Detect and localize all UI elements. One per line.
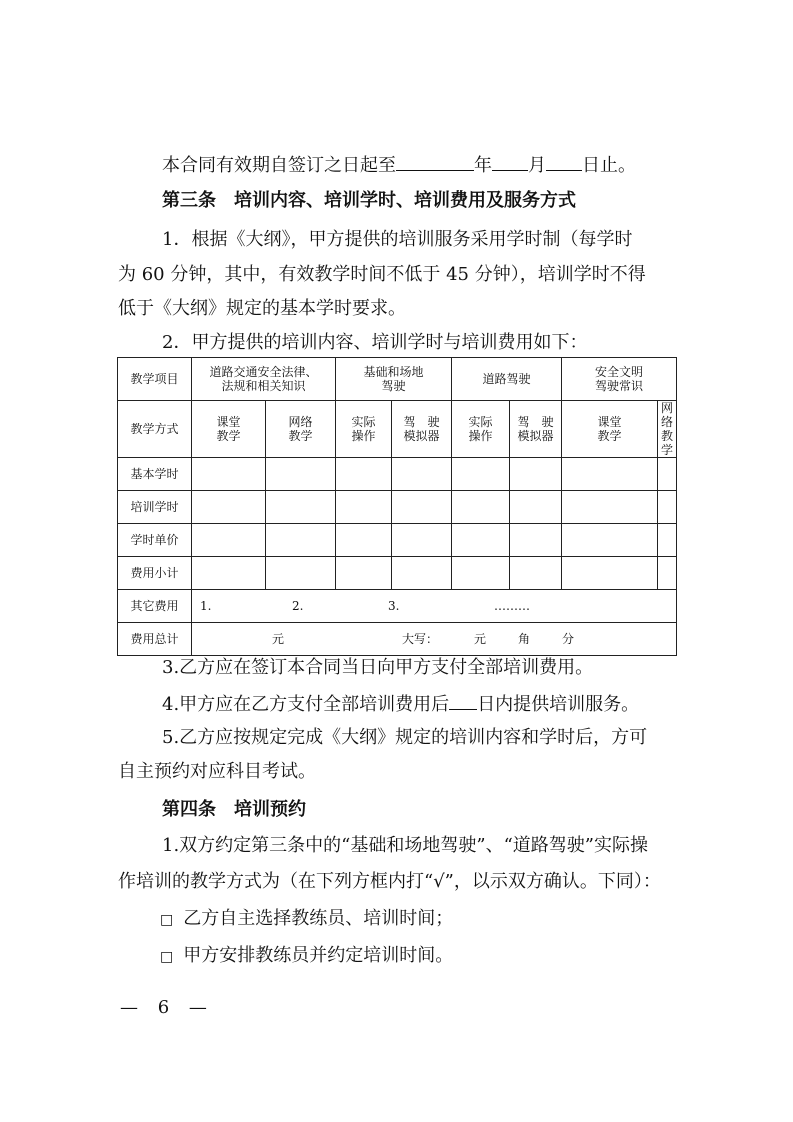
method-line1: 网络 (288, 415, 313, 429)
validity-prefix: 本合同有效期自签订之日起至 (162, 155, 396, 176)
input-cell[interactable] (392, 524, 452, 557)
year-label: 年 (474, 155, 492, 176)
day-blank (546, 152, 582, 171)
article3-item5-line1: 5.乙方应按规定完成《大纲》规定的培训内容和学时后，方可 (162, 727, 648, 748)
method-line1: 驾 驶 (403, 415, 440, 429)
input-cell[interactable] (562, 458, 658, 491)
day-label: 日止。 (582, 155, 636, 176)
other-fees-cell[interactable] (192, 590, 677, 623)
method-line1: 课堂 (216, 415, 241, 429)
training-hours-label: 培训学时 (118, 491, 192, 524)
table-row (118, 491, 677, 524)
training-fee-table (117, 357, 677, 656)
article3-item1-line2: 为 60 分钟，其中，有效教学时间不低于 45 分钟），培训学时不得 (118, 264, 646, 285)
subject-basic-cell (336, 358, 452, 401)
option-party-a-arrange-label: 甲方安排教练员并约定培训时间。 (183, 945, 454, 966)
basic-hours-label: 基本学时 (118, 458, 192, 491)
article3-item1-line1: 1．根据《大纲》，甲方提供的培训服务采用学时制（每学时 (162, 229, 633, 250)
input-cell[interactable] (510, 458, 562, 491)
input-cell[interactable] (452, 458, 510, 491)
input-cell[interactable] (510, 557, 562, 590)
method-cell (658, 401, 677, 458)
article3-item4-prefix: 4.甲方应在乙方支付全部培训费用后 (162, 694, 450, 715)
input-cell[interactable] (336, 491, 392, 524)
teaching-project-label: 教学项目 (118, 358, 192, 401)
input-cell[interactable] (266, 491, 336, 524)
input-cell[interactable] (510, 524, 562, 557)
method-line2: 教学 (661, 429, 674, 457)
input-cell[interactable] (336, 458, 392, 491)
table-row (118, 458, 677, 491)
checkbox-icon[interactable]: □ (160, 912, 174, 928)
hourly-price-label: 学时单价 (118, 524, 192, 557)
other-fees-label: 其它费用 (118, 590, 192, 623)
year-blank (396, 152, 474, 171)
method-cell (336, 401, 392, 458)
method-cell (510, 401, 562, 458)
subject-safety-cell (562, 358, 677, 401)
input-cell[interactable] (658, 524, 677, 557)
total-daxie-jiao: 角 (518, 632, 531, 646)
input-cell[interactable] (192, 557, 266, 590)
method-row (118, 401, 677, 458)
input-cell[interactable] (192, 491, 266, 524)
input-cell[interactable] (266, 524, 336, 557)
input-cell[interactable] (452, 557, 510, 590)
fee-subtotal-label: 费用小计 (118, 557, 192, 590)
subject-law-line2: 法规和相关知识 (221, 379, 306, 393)
article4-item1-line2: 作培训的教学方式为（在下列方框内打“√”，以示双方确认。下同）： (118, 871, 661, 892)
other-fees-row (118, 590, 677, 623)
input-cell[interactable] (562, 557, 658, 590)
teaching-method-label: 教学方式 (118, 401, 192, 458)
total-row (118, 623, 677, 656)
input-cell[interactable] (336, 524, 392, 557)
fee-total-cell[interactable] (192, 623, 677, 656)
table-row (118, 524, 677, 557)
checkbox-icon[interactable]: □ (160, 949, 174, 965)
input-cell[interactable] (336, 557, 392, 590)
method-cell (562, 401, 658, 458)
method-cell (266, 401, 336, 458)
fee-total-label: 费用总计 (118, 623, 192, 656)
method-cell (392, 401, 452, 458)
other-fees-items (192, 599, 676, 613)
input-cell[interactable] (562, 524, 658, 557)
article3-item1-line3: 低于《大纲》规定的基本学时要求。 (118, 298, 406, 319)
method-line2: 模拟器 (517, 429, 554, 443)
subject-basic-line2: 驾驶 (381, 379, 406, 393)
subject-safety-line1: 安全文明 (595, 365, 644, 379)
other-fee-item-2: 2. (292, 599, 304, 613)
input-cell[interactable] (266, 557, 336, 590)
input-cell[interactable] (392, 557, 452, 590)
input-cell[interactable] (192, 524, 266, 557)
days-blank (449, 691, 477, 710)
other-fee-item-more: ……… (494, 599, 530, 613)
other-fee-item-3: 3. (388, 599, 400, 613)
total-daxie-label: 大写： (402, 632, 439, 646)
month-blank (492, 152, 528, 171)
input-cell[interactable] (392, 491, 452, 524)
option-self-select-label: 乙方自主选择教练员、培训时间； (183, 908, 454, 929)
input-cell[interactable] (658, 491, 677, 524)
subject-law-cell (192, 358, 336, 401)
input-cell[interactable] (562, 491, 658, 524)
input-cell[interactable] (658, 458, 677, 491)
other-fee-item-1: 1. (200, 599, 212, 613)
article3-item3: 3.乙方应在签订本合同当日向甲方支付全部培训费用。 (162, 657, 594, 678)
subject-safety-line2: 驾驶常识 (595, 379, 644, 393)
method-line2: 操作 (351, 429, 376, 443)
method-line2: 操作 (468, 429, 493, 443)
article4-item1-line1: 1.双方约定第三条中的“基础和场地驾驶”、“道路驾驶”实际操 (162, 835, 648, 856)
input-cell[interactable] (392, 458, 452, 491)
footer-dash-right: — (188, 997, 207, 1018)
method-line1: 实际 (468, 415, 493, 429)
subject-road-cell (452, 358, 562, 401)
page-number: 6 (157, 997, 170, 1018)
method-line2: 教学 (216, 429, 241, 443)
footer-dash-left: — (120, 997, 138, 1018)
method-cell (452, 401, 510, 458)
input-cell[interactable] (452, 524, 510, 557)
method-line2: 教学 (288, 429, 313, 443)
method-line1: 实际 (351, 415, 376, 429)
input-cell[interactable] (452, 491, 510, 524)
page-number-footer (120, 997, 207, 1018)
method-cell (192, 401, 266, 458)
method-line1: 网络 (661, 401, 674, 429)
option-self-select (160, 907, 453, 932)
article3-item5-line2: 自主预约对应科目考试。 (118, 761, 316, 782)
input-cell[interactable] (658, 557, 677, 590)
subject-basic-line1: 基础和场地 (363, 365, 424, 379)
method-line2: 教学 (597, 429, 622, 443)
table-row (118, 557, 677, 590)
subject-road-line1: 道路驾驶 (482, 372, 531, 386)
input-cell[interactable] (266, 458, 336, 491)
input-cell[interactable] (192, 458, 266, 491)
total-daxie-fen: 分 (562, 632, 575, 646)
validity-line (162, 152, 636, 178)
subject-header-row (118, 358, 677, 401)
input-cell[interactable] (510, 491, 562, 524)
article3-item2: 2．甲方提供的培训内容、培训学时与培训费用如下： (162, 332, 588, 353)
option-party-a-arrange (160, 944, 453, 969)
subject-law-line1: 道路交通安全法律、 (209, 365, 318, 379)
fee-total-content (192, 632, 676, 646)
total-yuan-unit: 元 (272, 632, 285, 646)
method-line1: 驾 驶 (517, 415, 554, 429)
article3-item4-suffix: 日内提供培训服务。 (477, 694, 640, 715)
method-line1: 课堂 (597, 415, 622, 429)
article3-item4 (162, 691, 639, 717)
article3-heading: 第三条 培训内容、培训学时、培训费用及服务方式 (162, 190, 576, 211)
month-label: 月 (528, 155, 546, 176)
article4-heading: 第四条 培训预约 (162, 799, 306, 820)
method-line2: 模拟器 (403, 429, 440, 443)
total-daxie-yuan: 元 (474, 632, 487, 646)
